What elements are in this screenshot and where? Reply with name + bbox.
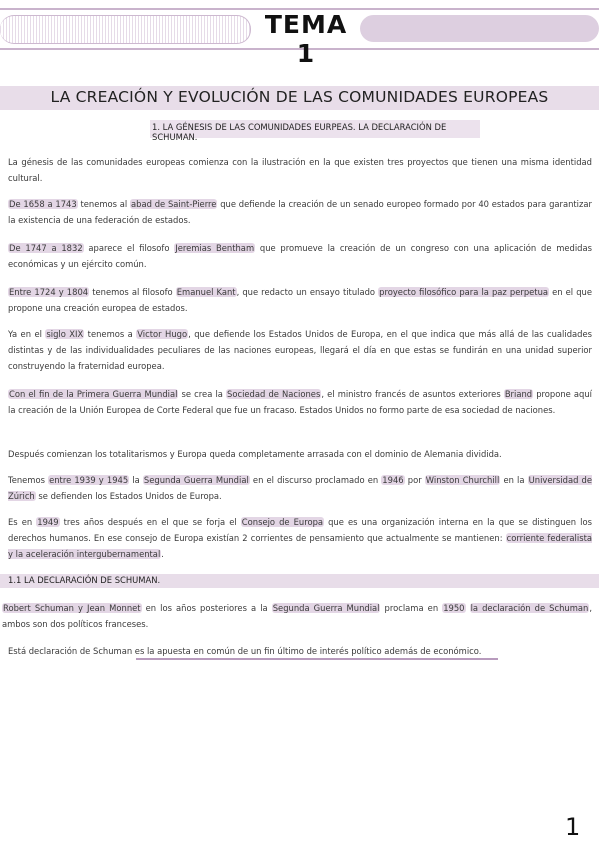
text: en el discurso proclamado en [249,475,382,485]
paragraph-10 [2,600,592,632]
highlight: la declaración de Schuman [470,603,589,613]
highlight: 1946 [382,475,404,485]
text: se crea la [178,389,227,399]
paragraph-6 [8,386,592,418]
text: . [161,549,164,559]
text: Es en [8,517,37,527]
paragraph-1 [8,154,592,186]
text: Está declaración de Schuman es la apuesta en común de un fin último de interés político además de económico. [8,646,482,656]
underline-mark [136,658,498,660]
text: la [129,475,143,485]
text: Ya en el [8,329,46,339]
tema-title: TEMA 1 [264,10,348,68]
section-heading: 1.1 LA DECLARACIÓN DE SCHUMAN. [8,575,161,585]
text: , que defiende los Estados Unidos de Europa, en el que indica que más allá de las cualidades distintas y de las individualidades peculiares de las naciones europeas, llegará el día en que estas se fundirán en una unidad superior construyendo la fraternidad europea. [8,329,592,371]
highlight: Entre 1724 y 1804 [9,287,89,297]
highlight: siglo XIX [46,329,84,339]
paragraph-8 [8,472,592,504]
header-right-bar [360,15,599,42]
highlight: Jeremias Bentham [175,243,255,253]
highlight: Con el fin de la Primera Guerra Mundial [9,389,178,399]
paragraph-5 [8,326,592,374]
text [466,603,470,613]
highlight: Winston Churchill [425,475,500,485]
paragraph-11 [8,643,592,659]
highlight: corriente federalista y la aceleración intergubernamental [8,533,592,559]
text: , el ministro francés de asuntos exteriores [321,389,504,399]
text: por [404,475,425,485]
highlight: 1950 [443,603,465,613]
text: , que redacto un ensayo titulado [236,287,379,297]
subheading: 1. LA GÉNESIS DE LAS COMUNIDADES EURPEAS. LA DECLARACIÓN DE SCHUMAN. [152,122,447,142]
highlight: Briand [504,389,533,399]
paragraph-9 [8,514,592,562]
text: en la [500,475,528,485]
text: en los años posteriores a la [141,603,272,613]
highlight: Sociedad de Naciones [227,389,321,399]
text: tres años después en el que se forja el [59,517,241,527]
highlight: abad de Saint-Pierre [131,199,217,209]
text: en el que propone una creación europea de estados. [8,287,592,313]
highlight: Segunda Guerra Mundial [272,603,380,613]
paragraph-2 [8,196,592,228]
text: que es una organización interna en la que se distinguen los derechos humanos. En ese consejo de Europa existían 2 corrientes de pensamiento que actualmente se mantienen: [8,517,592,543]
text: Tenemos [8,475,49,485]
highlight: proyecto filosófico para la paz perpetua [379,287,549,297]
text: proclama en [380,603,443,613]
text: que defiende la creación de un senado europeo formado por 40 estados para garantizar la existencia de una federación de estados. [8,199,592,225]
text: que promueve la creación de un congreso con una aplicación de medidas económicas y un ejército común. [8,243,592,269]
text: tenemos al filosofo [89,287,176,297]
header-left-bar [0,15,251,44]
highlight: entre 1939 y 1945 [49,475,129,485]
highlight: Segunda Guerra Mundial [143,475,249,485]
text: La génesis de las comunidades europeas comienza con la ilustración en la que existen tres proyectos que tienen una misma identidad cultural. [8,157,592,183]
highlight: Consejo de Europa [241,517,324,527]
text: tenemos a [84,329,137,339]
page-number: 1 [565,813,581,841]
page-title: LA CREACIÓN Y EVOLUCIÓN DE LAS COMUNIDADES EUROPEAS [50,88,549,106]
highlight: De 1658 a 1743 [9,199,77,209]
paragraph-3 [8,240,592,272]
text: , ambos son dos políticos franceses. [2,603,592,629]
text: Después comienzan los totalitarismos y Europa queda completamente arrasada con el dominio de Alemania dividida. [8,449,502,459]
paragraph-7 [8,446,592,462]
text: se defienden los Estados Unidos de Europa. [35,491,222,501]
highlight: 1949 [37,517,59,527]
highlight: Universidad de Zúrich [8,475,592,501]
text: aparece el filosofo [83,243,175,253]
highlight: Robert Schuman y Jean Monnet [3,603,141,613]
text: propone aquí la creación de la Unión Europea de Corte Federal que fue un fracaso. Estados Unidos no formo parte de esa sociedad de naciones. [8,389,593,415]
highlight: Victor Hugo [137,329,188,339]
text: tenemos al [77,199,131,209]
paragraph-4 [8,284,592,316]
highlight: Emanuel Kant [176,287,236,297]
highlight: De 1747 a 1832 [9,243,83,253]
